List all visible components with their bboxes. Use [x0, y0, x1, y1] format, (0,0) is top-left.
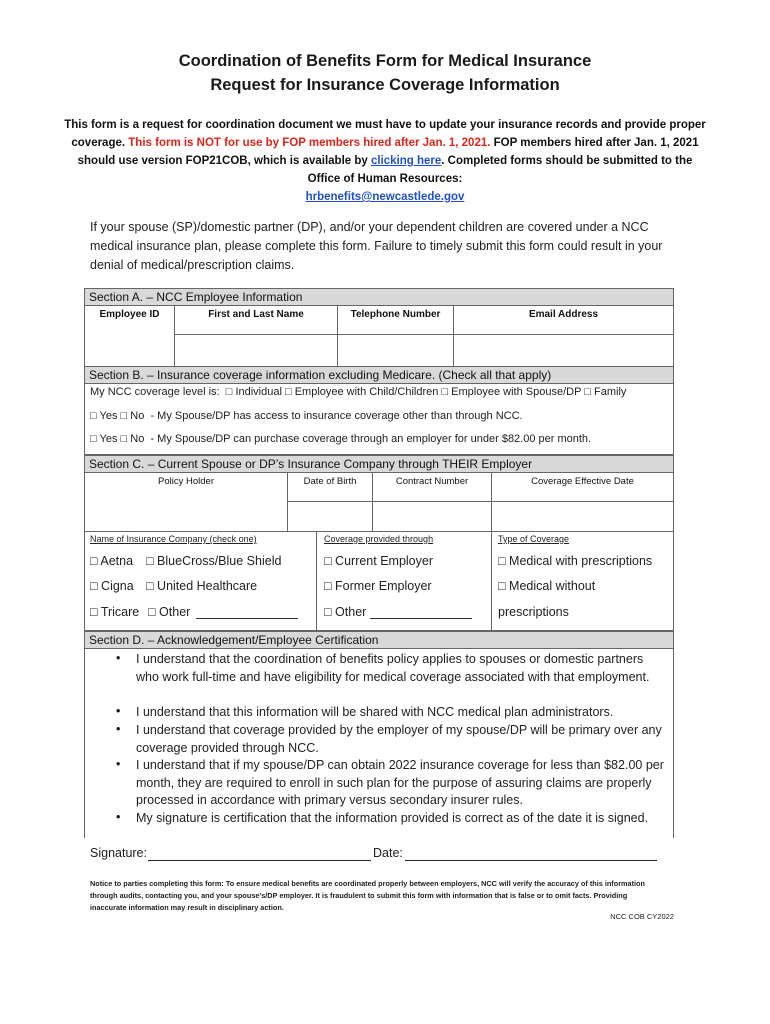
- other-company-field[interactable]: [196, 618, 298, 619]
- former-employer-label: Former Employer: [335, 579, 432, 593]
- tricare-option: [90, 605, 139, 619]
- hr-email-link[interactable]: hrbenefits@newcastlede.gov: [305, 191, 465, 203]
- contract-number-header: Contract Number: [373, 473, 492, 531]
- united-checkbox[interactable]: □: [146, 579, 154, 593]
- cigna-option: [90, 579, 134, 593]
- email-field[interactable]: [454, 334, 673, 366]
- telephone-header: Telephone Number: [338, 306, 454, 366]
- aetna-checkbox[interactable]: □: [90, 554, 98, 568]
- certification-1: I understand that the coordination of benefits policy applies to spouses or domestic partners who work full-time and have eligibility for medical coverage associated with that employment.: [136, 652, 650, 684]
- section-b-header: Section B. – Insurance coverage information excluding Medicare. (Check all that apply): [84, 366, 674, 384]
- form-code: NCC COB CY2022: [610, 912, 674, 921]
- bullet-5: •: [116, 810, 121, 824]
- medical-with-rx-checkbox[interactable]: □: [498, 554, 506, 568]
- tricare-checkbox[interactable]: □: [90, 605, 98, 619]
- bcbs-checkbox[interactable]: □: [146, 554, 154, 568]
- effective-date-field[interactable]: [492, 501, 673, 531]
- current-employer-option: [324, 554, 433, 568]
- other-company-label: Other: [159, 605, 191, 619]
- bcbs-option: [146, 554, 281, 568]
- employee-child-label: Employee with Child/Children: [294, 386, 439, 398]
- form-subtitle: Request for Insurance Coverage Information: [210, 76, 560, 94]
- other-coverage-checkbox[interactable]: □: [324, 605, 332, 619]
- q1-yes-label: Yes: [99, 410, 118, 422]
- coverage-type-header: Type of Coverage: [498, 534, 570, 544]
- medical-without-option: [498, 579, 595, 593]
- cigna-checkbox[interactable]: □: [90, 579, 98, 593]
- divider-1: [316, 532, 317, 630]
- q2-yes-checkbox[interactable]: □: [90, 433, 97, 445]
- bcbs-label: BlueCross/Blue Shield: [157, 554, 282, 568]
- coverage-level-row: [90, 386, 626, 398]
- united-option: [146, 579, 257, 593]
- other-coverage-option: [324, 605, 366, 619]
- section-d-left-border: [84, 648, 85, 838]
- company-header: Name of Insurance Company (check one): [90, 534, 257, 544]
- certification-5: My signature is certification that the information provided is correct as of the date it is signed.: [136, 811, 649, 825]
- bullet-2: •: [116, 704, 121, 718]
- employee-child-checkbox[interactable]: □: [284, 386, 292, 398]
- name-header: First and Last Name: [175, 306, 338, 366]
- coverage-through-header: Coverage provided through: [324, 534, 434, 544]
- form-title: Coordination of Benefits Form for Medical Insurance: [178, 52, 592, 70]
- individual-checkbox[interactable]: □: [225, 386, 233, 398]
- q1-no-checkbox[interactable]: □: [120, 410, 128, 422]
- united-label: United Healthcare: [157, 579, 258, 593]
- other-coverage-field[interactable]: [370, 618, 472, 619]
- medical-with-rx-label: Medical with prescriptions: [509, 554, 653, 568]
- section-d-right-border: [673, 648, 674, 838]
- name-field[interactable]: [175, 334, 338, 366]
- bullet-4: •: [116, 757, 121, 771]
- policy-holder-header: Policy Holder: [85, 473, 288, 531]
- spouse-access-row: [90, 410, 523, 422]
- signature-field[interactable]: [148, 860, 371, 861]
- q1-yes-checkbox[interactable]: □: [90, 410, 97, 422]
- q1-no-label: No: [130, 410, 145, 422]
- intro-part1: This form is a request for coordination document we must have to update your insurance records and provide proper coverage.: [64, 119, 706, 149]
- aetna-option: [90, 554, 133, 568]
- clicking-here-link[interactable]: clicking here: [370, 155, 442, 167]
- intro-warning: This form is NOT for use by FOP members hired after Jan. 1, 2021.: [128, 137, 491, 149]
- signature-label: Signature:: [90, 846, 147, 860]
- q2-yes-label: Yes: [99, 433, 118, 445]
- effective-date-header: Coverage Effective Date: [531, 476, 634, 487]
- prescriptions-label: prescriptions: [498, 605, 569, 619]
- medical-with-rx-option: [498, 554, 652, 568]
- medical-without-checkbox[interactable]: □: [498, 579, 506, 593]
- telephone-field[interactable]: [338, 334, 454, 366]
- employee-id-header: Employee ID: [85, 306, 175, 366]
- bullet-1: •: [116, 651, 121, 665]
- medical-without-label: Medical without: [509, 579, 596, 593]
- notice-text: Notice to parties completing this form: To ensure medical benefits are coordinated properly between employers, NCC will verify the accuracy of this information through audits, contacting you, and your spouse’s/DP employer. It is fraudulent to submit this form with information that is false or to omit facts. Providing inaccurate information may result in disciplinary action.: [90, 879, 645, 912]
- employee-spouse-label: Employee with Spouse/DP: [451, 386, 582, 398]
- intro-text: [60, 116, 710, 206]
- certification-3: I understand that coverage provided by the employer of my spouse/DP will be primary over any coverage provided through NCC.: [136, 723, 662, 755]
- section-c-header: Section C. – Current Spouse or DP’s Insurance Company through THEIR Employer: [84, 455, 674, 473]
- dob-field[interactable]: [288, 501, 373, 531]
- bullet-3: •: [116, 722, 121, 736]
- section-c-table: [84, 472, 674, 532]
- date-field[interactable]: [405, 860, 657, 861]
- q2-no-checkbox[interactable]: □: [120, 433, 128, 445]
- current-employer-label: Current Employer: [335, 554, 433, 568]
- contract-number-field[interactable]: [373, 501, 492, 531]
- coverage-level-label: My NCC coverage level is:: [90, 386, 220, 398]
- q1-text: - My Spouse/DP has access to insurance coverage other than through NCC.: [150, 410, 523, 422]
- current-employer-checkbox[interactable]: □: [324, 554, 332, 568]
- policy-holder-field[interactable]: [85, 483, 288, 531]
- employee-id-field[interactable]: [85, 334, 175, 366]
- employee-spouse-checkbox[interactable]: □: [441, 386, 449, 398]
- aetna-label: Aetna: [100, 554, 134, 568]
- spouse-purchase-row: [90, 433, 591, 445]
- certification-4: I understand that if my spouse/DP can obtain 2022 insurance coverage for less than $82.00 per month, they are required to enroll in such plan for the purpose of assuring claims are properly processed in accordance with primary versus secondary insurer rules.: [136, 758, 664, 807]
- cigna-label: Cigna: [101, 579, 134, 593]
- section-a-header: Section A. – NCC Employee Information: [84, 288, 674, 306]
- tricare-label: Tricare: [100, 605, 140, 619]
- date-label: Date:: [373, 846, 403, 860]
- divider-2: [491, 532, 492, 630]
- section-a-table: [84, 305, 674, 367]
- dob-header: Date of Birth: [288, 473, 373, 531]
- intro-part4: . Completed forms should be submitted to the Office of Human Resources:: [307, 155, 693, 185]
- other-company-checkbox[interactable]: □: [148, 605, 156, 619]
- q2-no-label: No: [130, 433, 145, 445]
- individual-label: Individual: [235, 386, 282, 398]
- q2-text: - My Spouse/DP can purchase coverage through an employer for under $82.00 per month.: [150, 433, 592, 445]
- former-employer-option: [324, 579, 432, 593]
- family-label: Family: [594, 386, 627, 398]
- certification-2: I understand that this information will be shared with NCC medical plan administrators.: [136, 705, 614, 719]
- family-checkbox[interactable]: □: [584, 386, 591, 398]
- email-header: Email Address: [528, 309, 599, 320]
- instructions-paragraph: If your spouse (SP)/domestic partner (DP), and/or your dependent children are covered under a NCC medical insurance plan, please complete this form. Failure to timely submit this form could result in your denial of medical/prescription claims.: [90, 220, 663, 272]
- former-employer-checkbox[interactable]: □: [324, 579, 332, 593]
- intro-part3: FOP members hired after Jan. 1, 2021 should use version FOP21COB, which is available by: [77, 137, 699, 167]
- other-coverage-label: Other: [335, 605, 367, 619]
- other-company-option: [148, 605, 190, 619]
- section-d-header: Section D. – Acknowledgement/Employee Certification: [84, 631, 674, 649]
